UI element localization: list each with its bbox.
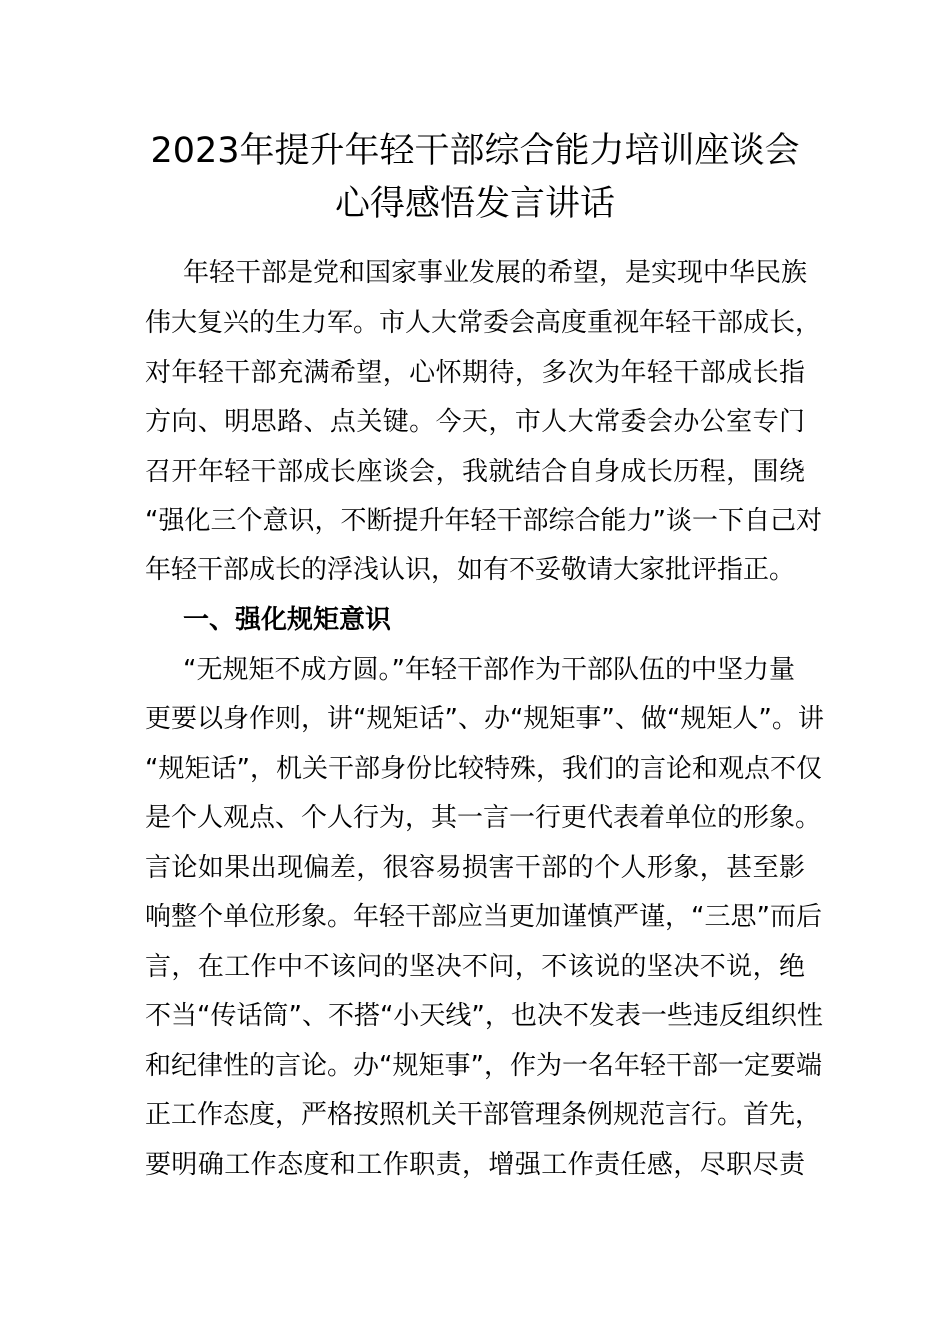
paragraph-line: 不当“传话筒”、不搭“小天线”，也决不发表一些违反组织性 [145, 1001, 823, 1031]
paragraph-line: 召开年轻干部成长座谈会，我就结合自身成长历程，围绕 [145, 457, 805, 487]
paragraph-line: 言，在工作中不该问的坚决不问，不该说的坚决不说，绝 [145, 952, 805, 982]
paragraph-line: 正工作态度，严格按照机关干部管理条例规范言行。首先， [145, 1100, 822, 1130]
paragraph-line: 是个人观点、个人行为，其一言一行更代表着单位的形象。 [145, 803, 822, 833]
section-heading: 一、强化规矩意识 [183, 605, 392, 635]
paragraph-line: 对年轻干部充满希望，心怀期待，多次为年轻干部成长指 [145, 358, 805, 388]
document-title-line-1: 2023年提升年轻干部综合能力培训座谈会 [150, 131, 800, 171]
document-title-line-2: 心得感悟发言讲话 [334, 184, 615, 224]
paragraph-line: “无规矩不成方圆。”年轻干部作为干部队伍的中坚力量 [183, 655, 795, 685]
paragraph-line: 更要以身作则，讲“规矩话”、办“规矩事”、做“规矩人”。讲 [145, 704, 824, 734]
paragraph-line: 要明确工作态度和工作职责，增强工作责任感，尽职尽责 [145, 1150, 805, 1180]
paragraph-line: 言论如果出现偏差，很容易损害干部的个人形象，甚至影 [145, 853, 805, 883]
paragraph-line: 和纪律性的言论。办“规矩事”，作为一名年轻干部一定要端 [145, 1051, 822, 1081]
paragraph-line: 年轻干部成长的浮浅认识，如有不妥敬请大家批评指正。 [145, 555, 796, 585]
paragraph-line: 伟大复兴的生力军。市人大常委会高度重视年轻干部成长， [145, 308, 822, 338]
paragraph-line: 响整个单位形象。年轻干部应当更加谨慎严谨，“三思”而后 [145, 902, 822, 932]
paragraph-line: 方向、明思路、点关键。今天，市人大常委会办公室专门 [145, 407, 805, 437]
paragraph-line: “规矩话”，机关干部身份比较特殊，我们的言论和观点不仅 [145, 754, 822, 784]
paragraph-line: 年轻干部是党和国家事业发展的希望，是实现中华民族 [183, 258, 808, 288]
paragraph-line: “强化三个意识，不断提升年轻干部综合能力”谈一下自己对 [145, 506, 822, 536]
